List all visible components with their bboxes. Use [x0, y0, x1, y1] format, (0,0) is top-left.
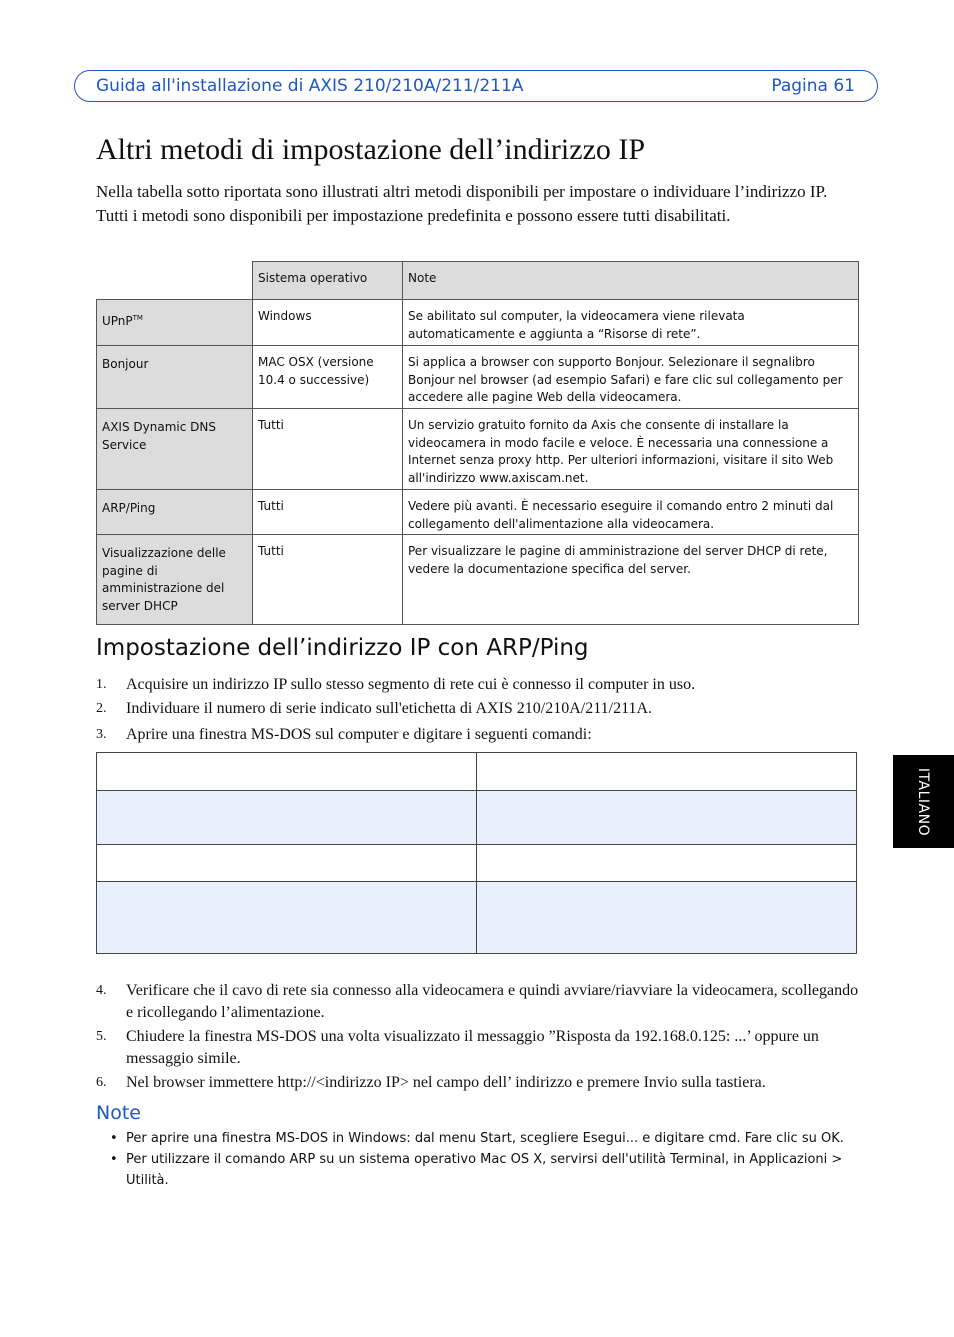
language-tab	[893, 755, 954, 848]
command-cell	[97, 882, 477, 954]
method-cell: AXIS Dynamic DNS Service	[97, 409, 253, 490]
steps-list-b	[96, 980, 866, 1094]
os-cell: Tutti	[253, 490, 403, 535]
step-number: 3.	[96, 727, 107, 742]
note-text: Per utilizzare il comando ARP su un sistema operativo Mac OS X, servirsi dell'utilità Terminal, in Applicazioni > Utilità.	[126, 1152, 843, 1188]
command-cell	[477, 791, 857, 845]
page-header	[74, 70, 878, 102]
step-text: Verificare che il cavo di rete sia connesso alla videocamera e quindi avviare/riavviare la videocamera, scollegando e ricollegando l’alimentazione.	[126, 982, 859, 1021]
method-cell: Visualizzazione delle pagine di amministrazione del server DHCP	[97, 535, 253, 625]
os-cell: Tutti	[253, 535, 403, 625]
command-cell	[477, 882, 857, 954]
language-tab-label: ITALIANO	[915, 767, 932, 836]
list-item	[96, 724, 866, 746]
methods-table	[96, 261, 859, 625]
intro-paragraph: Nella tabella sotto riportata sono illustrati altri metodi disponibili per impostare o individuare l’indirizzo IP. Tutti i metodi sono disponibili per impostazione predefinita e possono essere tutti disabilitati.	[96, 182, 828, 225]
table-row	[97, 535, 859, 625]
step-number: 5.	[96, 1029, 107, 1044]
step-number: 1.	[96, 677, 107, 692]
list-item	[96, 980, 866, 1024]
table-row	[97, 882, 857, 954]
command-cell	[97, 791, 477, 845]
commands-table	[96, 752, 857, 954]
table-row	[97, 845, 857, 882]
note-cell: Si applica a browser con supporto Bonjour. Selezionare il segnalibro Bonjour nel browser (ad esempio Safari) e fare clic sul collegamento per accedere alle pagine Web della videocamera.	[403, 346, 859, 409]
table-row	[97, 490, 859, 535]
step-text: Chiudere la finestra MS-DOS una volta visualizzato il messaggio ”Risposta da 192.168.0.125: ...’ oppure un messaggio simile.	[126, 1028, 819, 1067]
trademark-sup: TM	[132, 314, 143, 322]
table-row	[97, 753, 857, 791]
header-page-number: Pagina 61	[771, 76, 855, 96]
table-row	[97, 409, 859, 490]
os-cell: MAC OSX (versione 10.4 o successive)	[253, 346, 403, 409]
command-cell	[97, 753, 477, 791]
step-number: 2.	[96, 701, 107, 716]
notes-title: Note	[96, 1102, 141, 1124]
methods-header-row	[97, 262, 859, 300]
list-item	[96, 698, 866, 720]
section-title: Impostazione dell’indirizzo IP con ARP/Ping	[96, 635, 589, 661]
list-item	[96, 1072, 866, 1094]
list-item	[96, 1149, 856, 1191]
header-cell-blank	[97, 262, 253, 300]
header-title: Guida all'installazione di AXIS 210/210A/211/211A	[96, 76, 524, 96]
os-cell: Windows	[253, 300, 403, 346]
list-item	[96, 1026, 866, 1070]
list-item	[96, 1128, 856, 1149]
command-cell	[477, 753, 857, 791]
step-number: 4.	[96, 983, 107, 998]
steps-list-a	[96, 674, 866, 746]
page-title: Altri metodi di impostazione dell’indirizzo IP	[96, 133, 646, 166]
method-label: UPnP	[102, 314, 133, 328]
method-cell	[97, 300, 253, 346]
notes-list	[96, 1128, 856, 1191]
step-text: Individuare il numero di serie indicato sull'etichetta di AXIS 210/210A/211/211A.	[126, 700, 653, 717]
header-cell-os: Sistema operativo	[253, 262, 403, 300]
os-cell: Tutti	[253, 409, 403, 490]
command-cell	[477, 845, 857, 882]
note-cell: Per visualizzare le pagine di amministrazione del server DHCP di rete, vedere la documentazione specifica del server.	[403, 535, 859, 625]
method-cell: ARP/Ping	[97, 490, 253, 535]
header-cell-note: Note	[403, 262, 859, 300]
table-row	[97, 300, 859, 346]
step-text: Aprire una finestra MS-DOS sul computer e digitare i seguenti comandi:	[126, 726, 592, 743]
list-item	[96, 674, 866, 696]
step-text: Acquisire un indirizzo IP sullo stesso segmento di rete cui è connesso il computer in uso.	[126, 676, 696, 693]
note-cell: Un servizio gratuito fornito da Axis che consente di installare la videocamera in modo facile e veloce. È necessaria una connessione a Internet senza proxy http. Per ulteriori informazioni, visitare il sito Web all'indirizzo www.axiscam.net.	[403, 409, 859, 490]
bullet-icon: •	[110, 1152, 118, 1167]
table-row	[97, 791, 857, 845]
step-text: Nel browser immettere http://<indirizzo IP> nel campo dell’ indirizzo e premere Invio sulla tastiera.	[126, 1074, 766, 1091]
note-text: Per aprire una finestra MS-DOS in Windows: dal menu Start, scegliere Esegui... e digitare cmd. Fare clic su OK.	[126, 1131, 844, 1146]
step-number: 6.	[96, 1075, 107, 1090]
command-cell	[97, 845, 477, 882]
bullet-icon: •	[110, 1131, 118, 1146]
table-row	[97, 346, 859, 409]
note-cell: Se abilitato sul computer, la videocamera viene rilevata automaticamente e aggiunta a “Risorse di rete”.	[403, 300, 859, 346]
method-cell: Bonjour	[97, 346, 253, 409]
note-cell: Vedere più avanti. È necessario eseguire il comando entro 2 minuti dal collegamento dell'alimentazione alla videocamera.	[403, 490, 859, 535]
